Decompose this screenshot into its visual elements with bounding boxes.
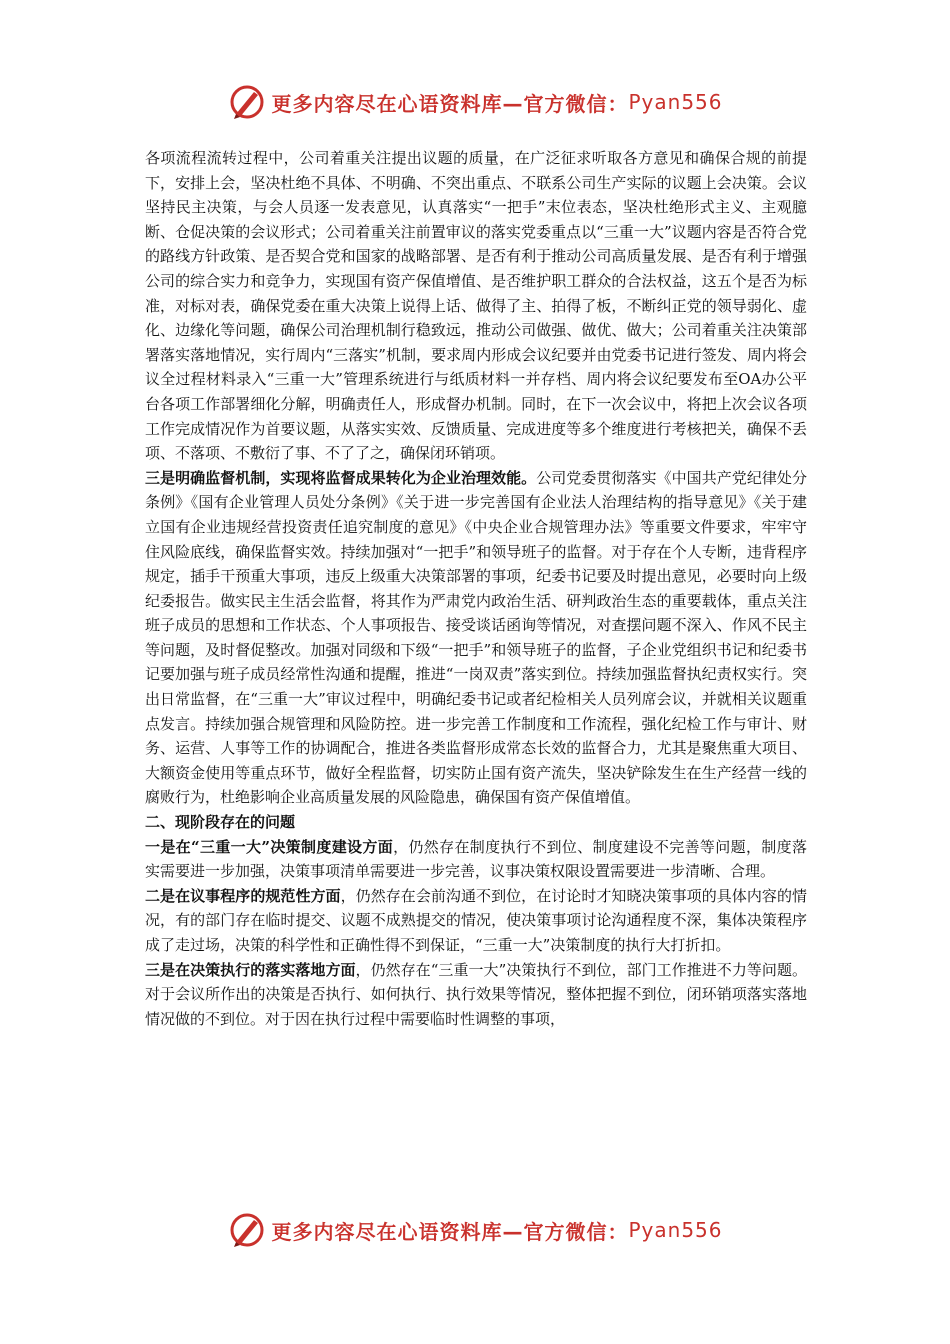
banner-text: 更多内容尽在心语资料库—官方微信： [271,91,629,116]
footer-watermark-banner [0,1210,950,1250]
paragraph-lead: 三是在决策执行的落实落地方面 [145,960,356,979]
paragraph [145,958,807,1032]
paragraph-text: 各项流程流转过程中，公司着重关注提出议题的质量，在广泛征求听取各方意见和确保合规的前提下，安排上会，坚决杜绝不具体、不明确、不突出重点、不联系公司生产实际的议题上会决策。会议坚持民主决策，与会人员逐一发表意见，认真落实“一把手”末位表态，坚决杜绝形式主义、主观臆断、仓促决策的会议形式；公司着重关注前置审议的落实党委重点以“三重一大”议题内容是否符合党的路线方针政策、是否契合党和国家的战略部署、是否有利于推动公司高质量发展、是否有利于增强公司的综合实力和竞争力，实现国有资产保值增值、是否维护职工群众的合法权益，这五个是否为标准，对标对表，确保党委在重大决策上说得上话、做得了主、拍得了板，不断纠正党的领导弱化、虚化、边缘化等问题，确保公司治理机制行稳致远，推动公司做强、做优、做大；公司着重关注决策部署落实落地情况，实行周内“三落实”机制，要求周内形成会议纪要并由党委书记进行签发、周内将会议全过程材料录入“三重一大”管理系统进行与纸质材料一并存档、周内将会议纪要发布至OA办公平台各项工作部署细化分解，明确责任人，形成督办机制。同时，在下一次会议中，将把上次会议各项工作完成情况作为首要议题，从落实实效、反馈质量、完成进度等多个维度进行考核把关，确保不丢项、不落项、不敷衍了事、不了了之，确保闭环销项。 [145,149,807,463]
paragraph-text: 公司党委贯彻落实《中国共产党纪律处分条例》《国有企业管理人员处分条例》《关于进一步完善国有企业法人治理结构的指导意见》《关于建立国有企业违规经营投资责任追究制度的意见》《中央企业合规管理办法》等重要文件要求，牢牢守住风险底线，确保监督实效。持续加强对“一把手”和领导班子的监督。对于存在个人专断，违背程序规定，插手干预重大事项，违反上级重大决策部署的事项，纪委书记要及时提出意见，必要时向上级纪委报告。做实民主生活会监督，将其作为严肃党内政治生活、研判政治生态的重要载体，重点关注班子成员的思想和工作状态、个人事项报告、接受谈话函询等情况，对查摆问题不深入、作风不民主等问题，及时督促整改。加强对同级和下级“一把手”和领导班子的监督，子企业党组织书记和纪委书记要加强与班子成员经常性沟通和提醒，推进“一岗双责”落实到位。持续加强监督执纪责权实行。突出日常监督，在“三重一大”审议过程中，明确纪委书记或者纪检相关人员列席会议，并就相关议题重点发言。持续加强合规管理和风险防控。进一步完善工作制度和工作流程，强化纪检工作与审计、财务、运营、人事等工作的协调配合，推进各类监督形成常态长效的监督合力，尤其是聚焦重大项目、大额资金使用等重点环节，做好全程监督，切实防止国有资产流失，坚决铲除发生在生产经营一线的腐败行为，杜绝影响企业高质量发展的风险隐患，确保国有资产保值增值。 [145,468,807,807]
paragraph-text: ，仍然存在制度执行不到位、制度建设不完善等问题，制度落实需要进一步加强，决策事项清单需要进一步完善，议事决策权限设置需要进一步清晰、合理。 [145,837,807,881]
paragraph [145,884,807,958]
section-heading: 二、现阶段存在的问题 [145,813,296,832]
pen-circle-logo-icon [227,1210,267,1250]
banner-text: 更多内容尽在心语资料库—官方微信： [271,1219,629,1244]
paragraph-lead: 二是在议事程序的规范性方面 [145,886,341,905]
paragraph-text: ，仍然存在“三重一大”决策执行不到位，部门工作推进不力等问题。对于会议所作出的决策是否执行、如何执行、执行效果等情况，整体把握不到位，闭环销项落实落地情况做的不到位。对于因在执行过程中需要临时性调整的事项， [145,960,807,1028]
pen-circle-logo-icon [227,82,267,122]
paragraph [145,466,807,810]
paragraph [145,835,807,884]
banner-wechat-id: Pyan556 [628,90,723,114]
paragraph-lead: 三是明确监督机制，实现将监督成果转化为企业治理效能。 [145,468,537,487]
paragraph [145,146,807,466]
banner-wechat-id: Pyan556 [628,1218,723,1242]
paragraph-text: ，仍然存在会前沟通不到位，在讨论时才知晓决策事项的具体内容的情况，有的部门存在临时提交、议题不成熟提交的情况，使决策事项讨论沟通程度不深，集体决策程序成了走过场，决策的科学性和正确性得不到保证，“三重一大”决策制度的执行大打折扣。 [145,886,807,954]
header-watermark-banner [0,82,950,122]
document-body [145,146,807,1031]
paragraph-lead: 一是在“三重一大”决策制度建设方面 [145,837,394,856]
